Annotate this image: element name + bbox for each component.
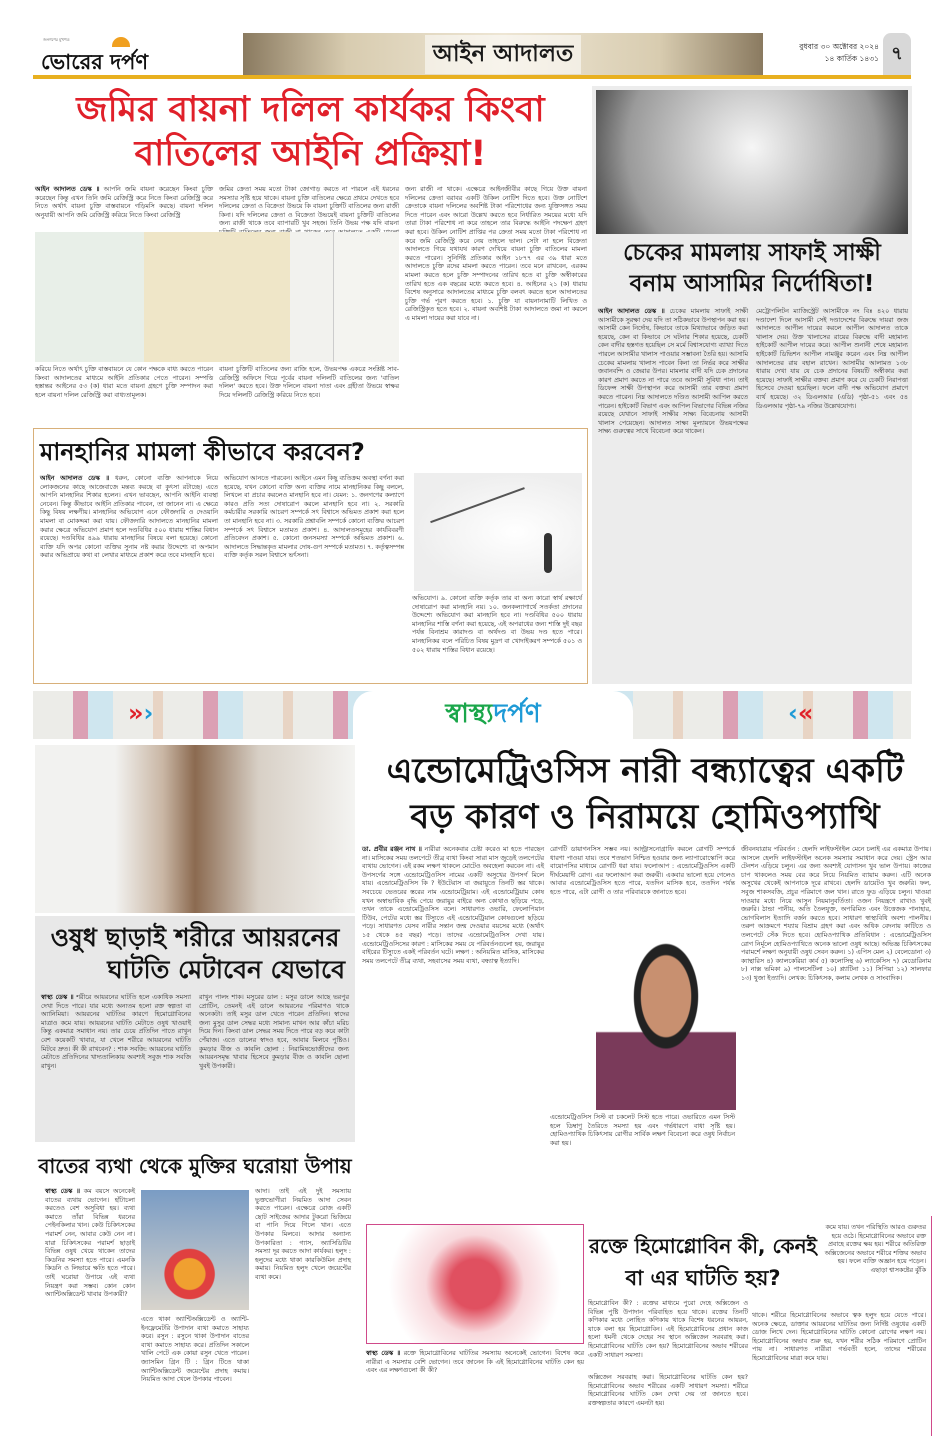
body-text: রক্তে হিমোগ্লোবিনের ঘাটতির সমস্যায় অনেকেই ভোগেন। বিশেষ করে নারীরা এ সমস্যায় বেশি ভোগেন। তবে জানেন কি এই হিমোগ্লোবিনের ঘাটতি কেন হয় এবং এর লক্ষণগুলো কী কী? — [366, 1350, 584, 1375]
defamation-col2: অভিযোগ আনতে পারবেন। আইনে এমন কিছু ব্যতিক্রম অবস্থা বর্ণনা করা হয়েছে, যখন কোনো ব্যক্তি অন্য ব্যক্তির নামে মানহানিকর কিছু বললে, লিখলে বা প্রচার করলেও মানহানি হবে না। যেমন: ১. জনগণের কল্যাণে কারও প্রতি সত্য দোষারোপ করলে মানহানি হবে না। ২. সরকারি কর্মচারীর সরকারি আচরণ সম্পর্কে সৎ বিশ্বাসে অভিমত প্রকাশ করা হলে তা মানহানি হবে না। ৩. সরকারি প্রশ্নাবলি সম্পর্কে কোনো ব্যক্তির আচরণ সম্পর্কে সৎ বিশ্বাসে মতামত প্রকাশ। ৪. আদালতসমূহের কার্যবিবরণী প্রতিবেদন প্রকাশ। ৫. কোনো জনসমস্যা সম্পর্কে অভিমত প্রকাশ। ৬. আদালতে সিদ্ধান্তকৃত মামলার দোষ-গুণ সম্পর্কে মতামত। ৭. কর্তৃত্বসম্পন্ন ব্যক্তি কর্তৃক সরল বিশ্বাসে ভর্ৎসনা। — [224, 475, 404, 560]
gout-col1 — [45, 1188, 135, 1433]
byline: স্বাস্থ্য ডেস্ক ॥ — [45, 1188, 80, 1195]
cheque-headline-line2: বনাম আসামির নির্দোষিতা! — [629, 271, 875, 297]
iron-headline — [39, 922, 351, 986]
page-number: ৭ — [883, 33, 911, 75]
title-part-mirror: দর্পণ — [493, 699, 541, 729]
land-col3: জন্য রাজী না থাকে। এক্ষেত্রে আইনজীবীর কাছে গিয়ে উক্ত বায়না দলিলের ক্রেতা বরাবর একটি উকিল নোটিশ দিতে হবে। উক্ত নোটিশে ক্রেতাকে বায়না দলিলের অবশিষ্ট টাকা পরিশোধের জন্য যুক্তিসঙ্গত সময় দিতে পারেন এবং আরো উল্লেখ করতে হবে নির্ধারিত সময়ের মধ্যে যদি তারা টাকা পরিশোধ না করে তাহলে তার বিরুদ্ধে আইনি পদক্ষেপ গ্রহণ করা হবে। উকিল নোটিশ প্রাপ্তির পর ক্রেতা সময় মতো টাকা পরিশোধ না করে জমি রেজিস্ট্রি করে নেয় তাহলে ভাল। সেটা না হলে বিক্রেতা আদালতে গিয়ে যথাযথ কারণ দেখিয়ে বায়না চুক্তি বাতিলের মামলা করতে পারেন। সুনির্দিষ্ট প্রতিকার আইন ১৮৭৭ এর ৩৯ ধারা মতে আদালতে চুক্তি রদের মামলা করতে পারেন। তবে মনে রাখবেন, এরকম মামলা করতে হলে চুক্তি সম্পাদনের তারিখ হতে বা চুক্তি অস্বীকারের তারিখ হতে এক বছরের মধ্যে করতে হবে। ৪. আইনের ২১ (ক) ধারায় বিশেষ অনুসারে আদালতের মাধ্যমে চুক্তি বলবৎ করতে হলে আদালতের চুক্তি গর্ভ পূরণ করতে হবে। ১. চুক্তি যা বায়নানামাটি লিখিত ও রেজিস্ট্রিকৃত হতে হবে। ২. বায়না অবশিষ্ট টাকা আদালতে জমা না করলে এ মামলা দায়ের করা যাবে না। — [405, 186, 587, 322]
hemoglobin-col1: হিমোগ্লোবিন কী? : রক্তের মাধ্যমে পুরো দেহে অক্সিজেন ও বিভিন্ন পুষ্টি উপাদান পরিবাহিত হয়ে থাকে। রক্তের তিনটি কণিকার মধ্যে লোহিত কণিকায় থাকে বিশেষ ধরনের আয়রন, যাকে বলা হয় হিমোগ্লোবিন। এই হিমোগ্লোবিনের প্রধান কাজ হলো ধমনী থেকে দেহের সব স্থানে অক্সিজেন সরবরাহ করা। হিমোগ্লোবিনের ঘাটতি কেন হয়? হিমোগ্লোবিনের অভাব শরীরের একটি সাধারণ সমস্যা। — [588, 1300, 748, 1359]
iron-article — [35, 916, 355, 1142]
chevron-left-icon: ‹« — [788, 699, 814, 727]
byline: আইন আদালত ডেস্ক ॥ — [35, 186, 100, 193]
defamation-article — [33, 428, 588, 684]
body-text: কম বয়সে অনেকেই বাতের ব্যথায় ভোগেন। হাঁটাচলা করতেও বেশ অসুবিধা হয়। ব্যথা কমাতে তাঁরা বিভিন্ন ধরনের পেইনকিলার খান। কেউ চিকিৎসকের পরামর্শ নেন, আবার কেউ নেন না। যারা চিকিৎসকের পরামর্শ ছাড়াই বিভিন্ন ওষুধ খেয়ে থাকেন তাদের কিডনির সমস্যা হতে পারে। এমনকি কিডনি ও লিভারে ক্ষতি হতে পারে। তাই ঘরোয়া উপায়ে এই ব্যথা নিয়ন্ত্রণ করা সম্ভব। কোন কোন অ্যান্টিঅক্সিডেন্ট খাবার উপকারী? — [45, 1188, 135, 1299]
section-banner — [243, 33, 763, 75]
body-text: চেকের মামলায় সাফাই সাক্ষী আসামীকে সুরক্ষা দেয় যদি তা সঠিকভাবে উপস্থাপন করা হয়। আসামী কেন নির্দোষ, কিভাবে তাকে মিথ্যাভাবে জড়িত করা হয়েছে, কেন বা কিভাবে সে ঘটনার শিকার হয়েছে, চেকটি কেন বাদীর হস্তগত হয়েছিল সে মর্মে বিশ্বাসযোগ্য ব্যাখ্যা দিতে পারলে আসামীর খালাস পাওয়ার সম্ভাবনা তৈরি হয়। আসামি চেকের মামলায় খালাস পাবেন কিনা তা নির্ভর করে সাক্ষীর জবানবন্দি ও জেরার উপর। মামলার বাদী যদি চেক প্রদানের কারণ প্রমাণ করতে না পারে তবে আসামী সুবিধা পান। তাই ডিফেন্স সাক্ষী উপস্থাপন করে আসামী তার বক্তব্য প্রমাণ করতে পারেন। নিম্ন আদালতে দণ্ডিত আসামী আপিল করতে পারেন। হাইকোর্ট বিভাগ এবং আপিল বিভাগের বিভিন্ন নজির রয়েছে যেখানে সাফাই সাক্ষীর সাক্ষ্য বিবেচনায় আসামী খালাস পেয়েছেন। আদালত সাক্ষ্য মূল্যায়নে উভয়পক্ষের সাক্ষ্য গুরুত্বের সাথে বিবেচনা করে থাকেন। — [598, 308, 748, 436]
cheque-article — [592, 86, 912, 684]
hemoglobin-col2: থাকে। শরীরে হিমোগ্লোবিনের অভাবে ত্বক হলুদ হয়ে যেতে পারে। অনেক ক্ষেত্রে, ডাক্তার আয়রনের ঘাটতির জন্য নির্দিষ্ট ওষুধের একটি ডোজ লিখে দেন। হিমোগ্লোবিনের ঘাটতি কোনো রোগের লক্ষণ নয়। হিমোগ্লোবিনের অভাব শুরু হয়, যখন শরীর সঠিক পরিমাণে প্রোটিন পায় না। সাধারণত নারীরা গর্ভবতী হলে, তাদের শরীরের হিমোগ্লোবিনের মাত্রা কমে যায়। — [752, 1312, 926, 1362]
byline: আইন আদালত ডেস্ক ॥ — [598, 308, 665, 315]
byline: স্বাস্থ্য ডেস্ক ॥ — [366, 1350, 401, 1357]
logo — [37, 37, 237, 75]
logo-tagline: জনগণের মুখপত্র — [43, 37, 70, 42]
land-headline — [33, 88, 588, 176]
gout-col3: এতে থাকা অ্যান্টিঅক্সিডেন্ট ও অ্যান্টি-ইনফ্লেমেটরি উপাদান ব্যথা কমাতে সাহায্য করে। রসুন : রসুনে থাকা উপাদান বাতের ব্যথা কমাতে সাহায্য করে। প্রতিদিন সকালে খালি পেটে এক কোয়া রসুন খেতে পারেন। জ্যাসমিন গ্রিন টি : গ্রিন টিতে থাকা অ্যান্টিঅক্সিডেন্ট জয়েন্টের প্রদাহ কমায়। নিয়মিত আদা খেলে উপকার পাবেন। — [141, 1316, 249, 1384]
health-banner-title — [353, 691, 633, 739]
defamation-col3: অভিযোগ। ৯. কোনো ব্যক্তি কর্তৃক তার বা অন্য কারো স্বার্থ রক্ষার্থে দোষারোপ করা মানহানি নয়। ১০. জনকল্যাণার্থে সতর্কতা প্রদানের উদ্দেশ্যে অভিযোগ করা মানহানি হবে না। দণ্ডবিধির ৫০০ ধারায় মানহানির শাস্তি বর্ণনা করা হয়েছে, এই অপরাধের জন্য শাস্তি দুই বছর পর্যন্ত বিনাশ্রম কারাদণ্ড বা অর্থদণ্ড বা উভয় দণ্ড হতে পারে। মানহানিকর বলে পরিচিত বিষয় মুদ্রণ বা খোদাইকরণ সম্পর্কে ৫০১ ও ৫০২ ধারায় শাস্তির বিধান রয়েছে। — [412, 595, 582, 654]
hemoglobin-headline-line1: রক্তে হিমোগ্লোবিন কী, কেনই — [589, 1234, 817, 1258]
defamation-headline: মানহানির মামলা কীভাবে করবেন? — [40, 438, 365, 466]
person-figure — [544, 533, 552, 573]
date-bengali: ১৪ কার্তিক ১৪৩১ — [824, 54, 879, 63]
land-headline-line1: জমির বায়না দলিল কার্যকর কিংবা — [76, 90, 545, 130]
knee-pain-photo — [141, 1190, 249, 1310]
iron-headline-line2: ঘাটতি মেটাবেন যেভাবে — [107, 955, 345, 984]
hemoglobin-col4: অক্সিজেন সরবরাহ করা। হিমোগ্লোবিনের ঘাটতি কেন হয়? হিমোগ্লোবিনের অভাব শরীরের একটি সাধারণ সমস্যা। শরীরে হিমোগ্লোবিনের ঘাটতি কেন দেখা দেয় তা জানতে হবে। রক্তস্বল্পতার কারণে এমনটা হয়। — [588, 1374, 748, 1407]
issue-date — [769, 41, 879, 65]
title-part-health: স্বাস্থ্য — [445, 699, 494, 729]
cheque-handover-photo — [596, 90, 908, 234]
body-text: নারীরা অনেকবার চেষ্টা করেও মা হতে পারছেন না। মাসিকের সময় তলপেটে তীব্র ব্যথা কিংবা সারা মাস জুড়েই তলপেটের ব্যথায় ভোগেন। এই রকম লক্ষণ থাকলে মোটেও অবহেলা করবেন না। এই উপসর্গের সঙ্গে এন্ডোমেট্রিওসিস নামের একটি অসুখের উপসর্গ মিলে যায়। এন্ডোমেট্রিওসিস কি ? ইউটেরাস বা জরায়ুতে তিনটি স্তর থাকে। সবচেয়ে ভেতরের স্তরের নাম এন্ডোমেট্রিয়াম। এই এন্ডোমেট্রিয়াম কোষ যখন অস্বাভাবিক বৃদ্ধি পেয়ে জরায়ুর বাইরে অন্য কোথাও ছড়িয়ে পড়ে, তখন তাকে এন্ডোমেট্রিওসিস বলে। সাধারণত ওভারি, ফেলোপিয়ান টিউব, পেটের মধ্যে স্তর টিস্যুতে এই এন্ডোমেট্রিয়াল কোষগুলো ছড়িয়ে পড়ে। সাধারণত যেসব নারীর সন্তান জন্ম দেওয়ার বয়সের মধ্যে (অর্থাৎ ১৫ থেকে ৪৫ বছর) পড়ে। তাদের এন্ডোমেট্রিওসিস দেখা যায়। এন্ডোমেট্রিওসিসের কারণ : মাসিকের সময় যে পরিবর্তনগুলো হয়, জরায়ুর বাইরের টিস্যুতে একই পরিবর্তন ঘটে। লক্ষণ : অনিয়মিত মাসিক, মাসিকের সময় তলপেটে তীব্র ব্যথা, সহবাসের সময় ব্যথা, বন্ধ্যাত্ব ইত্যাদি। — [362, 846, 544, 965]
gout-article — [35, 1148, 355, 1435]
land-headline-line2: বাতিলের আইনি প্রক্রিয়া! — [134, 134, 487, 174]
endo-col2: রোগটি ডায়াগনসিস সম্ভব নয়। আল্ট্রাসনোগ্রাফি করলে রোগটি সম্পর্কে ধারণা পাওয়া যায়। তবে শতভাগ নিশ্চিত হওয়ার জন্য ল্যাপারোস্কোপি করে বায়োপসির মাধ্যমে রোগটি ধরা যায়। ফলোআপ : এন্ডোমেট্রিওসিস একটি দীর্ঘমেয়াদী রোগ। এর ফলোআপ করা জরুরী। একবার ভালো হয়ে গেলেও আবার এন্ডোমেট্রিওসিস হতে পারে, যতদিন মাসিক হবে, ততদিন পর্যন্ত হতে পারে, এটা রোগী ও তার পরিবারকে জানাতে হবে। — [550, 846, 735, 896]
doctor-portrait-photo — [596, 935, 736, 1110]
iron-col1 — [41, 994, 191, 1138]
land-col1-bottom: করিয়ে নিতে অর্থাৎ চুক্তি বাস্তবায়নে যে কোন পক্ষকে বাধ্য করতে পারেন কিংবা আদালতের মাধ্যমে আইনি প্রতিকার পেতে পারেন। সম্পত্তি হস্তান্তর আইনের ৫৩ (ক) ধারা মতে বায়না গ্রহণে চুক্তি সম্পাদন করা হলে বায়না দলিল রেজিস্ট্রি করা বাধ্যতামূলক। — [35, 366, 213, 399]
arrow-shapes — [430, 487, 538, 559]
body-text: আপনি জমি বায়না করেছেন কিংবা চুক্তি করেছেন কিন্তু এখন তিনি জমি রেজিস্ট্রি করে নিতে কিংবা রেজিস্ট্রি করে নিতে অর্থাৎ বায়না চুক্তি বাস্তবায়নে গড়িমসি করছে। বায়না দলিল অনুযায়ী আপনি জমি রেজিস্ট্রি করিয়ে নিতে কিংবা রেজিস্ট্রি — [35, 186, 213, 219]
health-banner — [33, 691, 911, 739]
iron-headline-line1: ওষুধ ছাড়াই শরীরে আয়রনের — [50, 923, 340, 952]
endo-headline — [360, 748, 930, 840]
masthead — [33, 33, 911, 79]
endo-headline-line1: এন্ডোমেট্রিওসিস নারী বন্ধ্যাত্বের একটি — [386, 751, 904, 791]
land-col2: জমির ক্রেতা সময় মতো টাকা জোগাড় করতে না পারলে এই ধরনের সমস্যার সৃষ্টি হয়ে থাকে। বায়না চুক্তি বাতিলের ক্ষেত্রে প্রথমে দেখতে হবে দলিলের ক্রেতা ও বিক্রেতা উভয়ে কি বায়না চুক্তিটি বাতিলের জন্য রাজী কিনা। যদি দলিলের ক্রেতা ও বিক্রেতা উভয়েই বায়না চুক্তিটি বাতিলের জন্য রাজী থাকে তবে ব্যাপারটি খুব সহজ। তিনি উভয় পক্ষ যদি বায়না — [219, 186, 399, 228]
cheque-headline — [594, 238, 910, 300]
byline: ডা. প্রবীর রঞ্জন নাথ ॥ — [362, 846, 422, 853]
iron-col2: রাখুন পালং শাক। মসুরের ডাল : মসুর ডালে আছে ভরপুর প্রোটিন, তেমনই এই ডালে আয়রনের পরিমাণও থাকে অনেকটা। তাই মসুর ডাল খেতে পারেন প্রতিদিন। স্বাদের জন্য মুসুর ডাল সেদ্ধর মধ্যে সামান্য মাখন আর কাঁচা মরিচ দিয়ে দিন। কিংবা ডাল সেদ্ধর সময় দিতে পারে বড় করে কাটা পেঁয়াজ। এতে ডালের স্বাদও হবে, আবার মিলবে পুষ্টিও। কুমড়ার বীজ ও কাবলি ছোলা : নিরামিষভোজীদের জন্য আয়রনসমৃদ্ধ খাবার হিসেবে কুমড়ার বীজ ও কাবলি ছোলা খুবই উপকারী। — [199, 994, 349, 1070]
byline: আইন আদালত ডেস্ক ॥ — [40, 475, 110, 482]
woman-headache-photo — [35, 745, 355, 913]
section-title: আইন আদালত — [425, 35, 582, 74]
cheque-col2: মেট্রোপলিটন ম্যাজিস্ট্রেট আসামীকে নং বিঃ ৪২০ ধারায় দণ্ডাদেশ দিলে আসামী সেই দণ্ডাদেশের বিরুদ্ধে দায়রা জজ আদালতে আপীল দায়ের করলে আপীল আদালত তাকে খালাস দেয়। উক্ত খালাসের রায়ের বিরুদ্ধে বাদী মহামান্য হাইকোর্ট আপীল দায়ের করে। আপীল শুনানী শেষে মহামান্য হাইকোর্ট ডিভিশন আপীল নামঞ্জুর করেন এবং নিম্ন আপীল আদালতের রায় বহাল রাখেন। আসামীর আলামত ১৩৮ ধারায় দেখা যায় যে চেক প্রদানের বিষয়টি অস্বীকার করা হয়েছে। সাফাই সাক্ষীর বক্তব্য প্রমাণ করে যে চেকটি নিরাপত্তা হিসেবে দেওয়া হয়েছিল। ফলে বাদী পক্ষ অভিযোগ প্রমাণে ব্যর্থ হয়েছে। ৩২ ডিএলআর (এডি) পৃষ্ঠা-৫১ এবং ৫৪ ডিএলআর পৃষ্ঠা-৭৯ নজির উল্লেখযোগ্য। — [756, 308, 908, 410]
body-text: ধরুন, কোনো ব্যক্তি আপনাকে নিয়ে লোকজনের কাছে আজেবাজে মন্তব্য করছে বা কুৎসা রটাচ্ছে। এতে আপনি মানহানির শিকার হলেন। এখন ভাবছেন, আপনি আইনি ব্যবস্থা নেবেন। কিন্তু কীভাবে আইনি প্রতিকার পাবেন, তা জানেন না। এ ক্ষেত্রে কিছু বিষয় লক্ষণীয়। মানহানির অভিযোগ এনে ফৌজদারি ও দেওয়ানি মামলা বা মোকদ্দমা করা যায়। ফৌজদারি আদালতে মানহানির মামলা করার ক্ষেত্রে অভিযোগ প্রমাণ হলে দণ্ডবিধির ৫০০ ধারায় শাস্তির বিধান রয়েছে। দণ্ডবিধির ৪৯৯ ধারায় মানহানির বিষয়ে বলা হয়েছে। কোনো ব্যক্তি যদি অপর কোনো ব্যক্তির সুনাম নষ্ট করার উদ্দেশ্যে বা অপমান করার অভিপ্রায়ে কথা বা লেখার মাধ্যমে প্রকাশ করে তবে মানহানি হবে। — [40, 475, 218, 560]
defamation-col1 — [40, 475, 218, 679]
endo-col1 — [362, 846, 544, 1211]
gout-headline: বাতের ব্যথা থেকে মুক্তির ঘরোয়া উপায় — [38, 1154, 352, 1178]
hemoglobin-headline — [588, 1230, 818, 1294]
gout-col2: আদা। তাই এই দুই সমস্যায় ভুক্তভোগীরা নিয়মিত আদা সেবন করতে পারেন। এক্ষেত্রে রোজ একটি ছোট সাইজের আদার টুকরো ভিজিয়ে বা পানি দিয়ে গিলে খান। এতে উপকার মিলবে। আদার অন্যান্য উপকারিতা : গ্যাস, অ্যাসিডিটির সমস্যা দূর করতে আদা কার্যকর। হলুদ : হলুদের মধ্যে থাকা কারকিউমিন প্রদাহ কমায়। নিয়মিত হলুদ খেলে জয়েন্টের ব্যথা কমে। — [255, 1188, 351, 1281]
endo-headline-line2: বড় কারণ ও নিরাময়ে হোমিওপ্যাথি — [410, 797, 880, 837]
endo-col3: জীবনযাত্রায় পরিবর্তন : হেলদি লাইফস্টাইল মেনে চলাই এর একমাত্র উপায়। আসলে হেলদি লাইফস্টাইল অনেক সমস্যার সমাধান করে দেয়। স্ট্রেস আর টেনশন এড়িয়ে চলুন। এর জন্য অবশ্যই যোগাসন খুব ভাল উপায়। কাজের চাপ থাকলেও সময় বের করে নিয়ে নিয়মিত ব্যায়াম করুন। এটি অনেক অসুখের থেকেই আপনাকে দূরে রাখবে। হেলদি ডায়েটও খুব জরুরি। ফল, সবুজ শাকসবজি, প্রচুর পরিমাণে জল খান। রাতে ফুড এড়িয়ে চলুন। খাওয়া দাওয়ার মধ্যে নিয়ে আসুন নিয়মানুবর্তিতা। ওজন নিয়ন্ত্রণে রাখাও খুবই জরুরি। ঠান্ডা পানীয়, অতি তৈলযুক্ত, অপরিমিত এবং উত্তেজক পানাহার, ভোগবিলাস ইত্যাদি বর্জন করতে হবে। সাধারণ স্বাস্থ্যবিধি অবশ্য পালনীয়। তরুণ আক্রমণে শয্যায় বিশ্রাম গ্রহণ করা এবং অধিক বেদনায় কাটিতে ও তলপেটে সেঁক দিতে হবে। হোমিওপ্যাথিক প্রতিবিধান : এন্ডোমেট্রিওসিস রোগ নির্মূলে হোমিওপ্যাথিতে অনেক ভালো ওষুধ আছে। অভিজ্ঞ চিকিৎসকের পরামর্শে লক্ষণ অনুযায়ী ওষুধ সেবন করুন। ১) এপিস মেল ২) বেলেডোনা ৩) ক্যান্থারিস ৪) ক্যালকেরিয়া কার্ব ৫) কলোসিন্থ ৬) ল্যাকেসিস ৭) মেডোরিনাম ৮) নাক্স ভমিকা ৯) পালসেটিলা ১০) প্ল্যাটিনা ১১) সিপিয়া ১২) সালফার ১৩) থুজা ইত্যাদি। লেখক: চিকিৎসক, কলাম লেখক ও সাংবাদিক। — [741, 846, 931, 982]
land-inset-photo — [333, 232, 399, 362]
defamation-illustration — [414, 473, 582, 591]
date-gregorian: বুধবার ৩০ অক্টোবর ২০২৪ — [799, 42, 879, 51]
hemoglobin-side: কমে যায়। তখন পরিস্থিতি আরও গুরুতর হয়ে ওঠে। হিমোগ্লোবিনের অভাবে রক্ত প্রবাহে রক্তের ক্ষয় হয়। শরীরে অতিরিক্ত অক্সিজেনের অভাবে শরীরে শক্তির অভাব হয়। ফলে ব্যক্তি অজ্ঞান হয়ে পড়েন। এছাড়া শ্বাসকষ্টের ঝুঁকি — [824, 1224, 926, 1274]
land-article — [33, 86, 588, 421]
land-col1 — [35, 186, 213, 228]
cheque-col1 — [598, 308, 748, 680]
body-text: শরীরে আয়রনের ঘাটতি হলে একাধিক সমস্যা দেখা দিতে পারে। যার মধ্যে অন্যতম হলো রক্ত স্বল্পতা বা অ্যানিমিয়া। আয়রনের ঘাটতির কারণে হিমোগ্লোবিনের মাত্রাও কমে যায়। আয়রনের ঘাটতি মেটাতে ওষুধ খাওয়াই কিন্তু একমাত্র সমাধান নয়। তার চেয়ে প্রতিদিন পাতে রাখুন বেশ কয়েকটি খাবার, যা খেলে শরীরে আয়রনের ঘাটতি মিটবে দ্রুত। কী কী রাখবেন? : শাক সবজি: আয়রনের ঘাটতি মেটাতে প্রতিদিনের খাদ্যতালিকায় অবশ্যই সবুজ শাক সবজি রাখুন। — [41, 994, 191, 1070]
land-col2-bottom: বায়না চুক্তিটি বাতিলের জন্য রাজি হলে, উভয়পক্ষ একত্রে সংশ্লিষ্ট সাব-রেজিস্ট্রি অফিসে গিয়ে পূর্বের বায়না দলিলটি বাতিলের জন্য 'বাতিল দলিল' করতে হবে। উক্ত দলিলে বায়না দাতা এবং গ্রহীতা উভয়ে স্বাক্ষর দিয়ে দলিলটি রেজিস্ট্রি করিয়ে নিতে হবে। — [219, 366, 399, 399]
hemoglobin-headline-line2: বা এর ঘাটতি হয়? — [625, 1266, 781, 1290]
cheque-headline-line1: চেকের মামলায় সাফাই সাক্ষী — [623, 240, 881, 266]
endo-col2-bottom: এন্ডোমেট্রিওসিস সিস্ট বা চকলেট সিস্ট হতে পারে। ওভারিতে এমন সিস্ট হলে ডিম্বাণু তৈরিতে সমস্যা হয় এবং গর্ভধারণে বাধা সৃষ্টি হয়। হোমিওপ্যাথিক চিকিৎসায় রোগীর সার্বিক লক্ষণ বিবেচনা করে ওষুধ নির্বাচন করা হয়। — [550, 1114, 735, 1147]
hemoglobin-col3 — [366, 1350, 584, 1430]
byline: স্বাস্থ্য ডেস্ক ॥ — [41, 994, 74, 1001]
logo-text: ভোরের দর্পণ — [41, 49, 149, 74]
hemoglobin-article — [360, 1216, 932, 1436]
chevron-right-icon: »› — [128, 699, 154, 727]
blood-cells-photo — [366, 1224, 584, 1344]
